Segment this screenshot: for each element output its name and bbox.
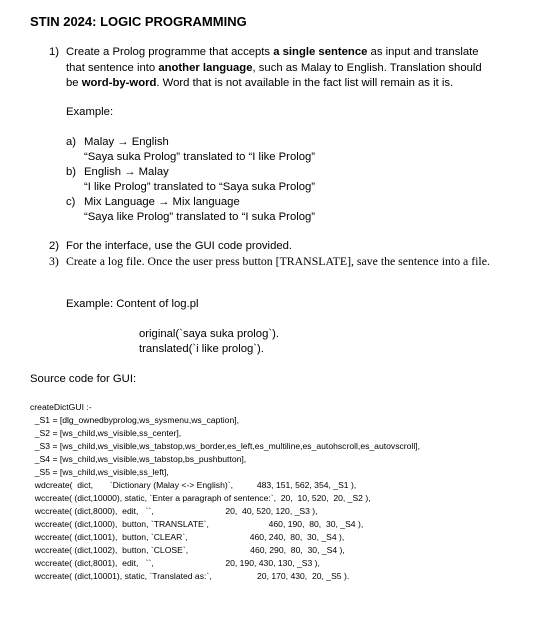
code-line: _S3 = [ws_child,ws_visible,ws_tabstop,ws_border,es_left,es_multiline,es_autohscroll,es_autovscroll], — [30, 441, 421, 451]
page-title: STIN 2024: LOGIC PROGRAMMING — [30, 14, 247, 29]
code-line: _S1 = [dlg_ownedbyprolog,ws_sysmenu,ws_caption], — [30, 415, 239, 425]
code-line: _S2 = [ws_child,ws_visible,ss_center], — [30, 428, 182, 438]
code-line: wccreate( (dict,1000), button, `TRANSLATE`, 460, 190, 80, 30, _S4 ), — [30, 519, 364, 529]
code-line: wccreate( (dict,1001), button, `CLEAR`, 460, 240, 80, 30, _S4 ), — [30, 532, 345, 542]
code-line: wccreate( (dict,8000), edit, ``, 20, 40, 520, 120, _S3 ), — [30, 506, 318, 516]
item-3-text: Create a log file. Once the user press button [TRANSLATE], save the sentence into a file. — [66, 254, 490, 268]
sub-c-line: “Saya like Prolog” translated to “I suka Prolog” — [84, 211, 316, 223]
code-line: wccreate( (dict,10000), static, `Enter a paragraph of sentence:`, 20, 10, 520, 20, _S2 ), — [30, 493, 371, 503]
sub-a-line: “Saya suka Prolog” translated to “I like Prolog” — [84, 151, 316, 163]
item-2-text: For the interface, use the GUI code provided. — [66, 240, 293, 252]
sub-b-letter: b) — [66, 166, 77, 178]
log-line-original: original(`saya suka prolog`). — [139, 328, 280, 340]
code-line: _S4 = [ws_child,ws_visible,ws_tabstop,bs_pushbutton], — [30, 454, 247, 464]
code-line: createDictGUI :- — [30, 402, 92, 412]
source-code-label: Source code for GUI: — [30, 373, 137, 385]
log-line-translated: translated(`i like prolog`). — [139, 343, 264, 355]
item-1-text: Create a Prolog programme that accepts a single sentence as input and translate that sentence into another language, such as Malay to English. Translation should be word-by-word. Word that is not available in the fact list will remain as it is. — [66, 46, 482, 89]
sub-b-head: English → Malay — [84, 166, 169, 178]
code-line: wccreate( (dict,8001), edit, ``, 20, 190, 430, 130, _S3 ), — [30, 558, 320, 568]
code-line: wdcreate( dict, `Dictionary (Malay <-> English)`, 483, 151, 562, 354, _S1 ), — [30, 480, 357, 490]
sub-c-head: Mix Language → Mix language — [84, 196, 240, 208]
code-line: wccreate( (dict,10001), static, `Translated as:`, 20, 170, 430, 20, _S5 ). — [30, 571, 350, 581]
example-log-label: Example: Content of log.pl — [66, 298, 199, 310]
item-2-number: 2) — [49, 240, 60, 252]
code-line: wccreate( (dict,1002), button, `CLOSE`, 460, 290, 80, 30, _S4 ), — [30, 545, 345, 555]
sub-b-line: “I like Prolog” translated to “Saya suka Prolog” — [84, 181, 316, 193]
sub-a-head: Malay → English — [84, 136, 169, 148]
sub-a-letter: a) — [66, 136, 77, 148]
item-3-number: 3) — [49, 254, 59, 268]
example-label: Example: — [66, 106, 114, 118]
code-block — [30, 401, 530, 591]
sub-c-letter: c) — [66, 196, 76, 208]
code-line: _S5 = [ws_child,ws_visible,ss_left], — [30, 467, 169, 477]
item-1-number: 1) — [49, 46, 60, 58]
